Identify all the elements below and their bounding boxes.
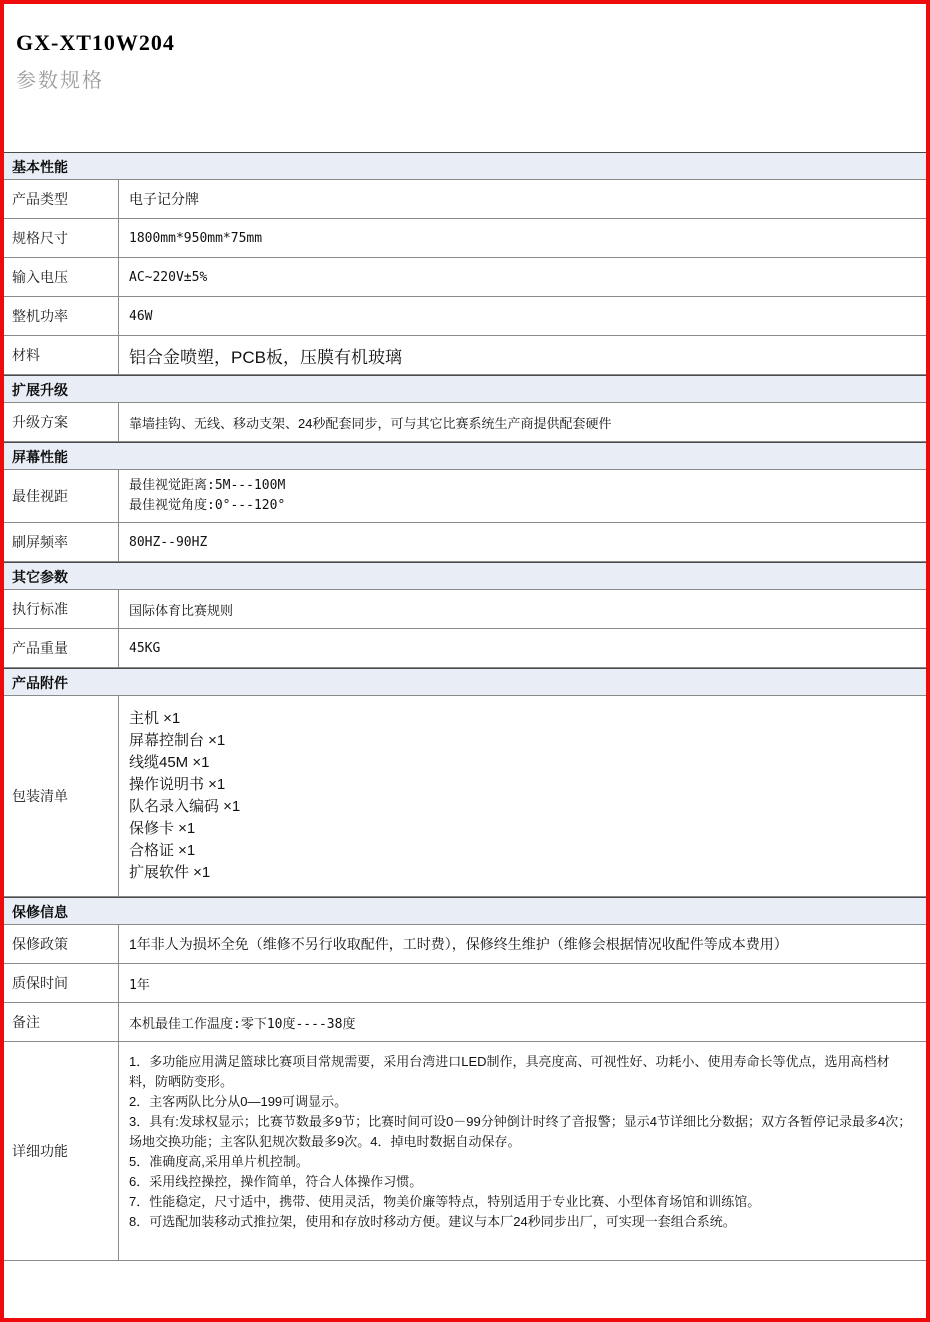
section-header: 基本性能 <box>4 152 926 180</box>
spec-value: 1年非人为损坏全免（维修不另行收取配件，工时费），保修终生维护（维修会根据情况收配件等成本费用） <box>129 936 788 952</box>
spec-row <box>4 964 926 1003</box>
spec-label: 最佳视距 <box>4 470 119 522</box>
spec-row <box>4 590 926 629</box>
spec-row <box>4 925 926 964</box>
spec-table <box>4 152 926 1260</box>
spec-value: 铝合金喷塑，PCB板，压膜有机玻璃 <box>129 347 402 367</box>
spec-value: AC~220V±5% <box>129 269 208 285</box>
spec-value <box>119 696 926 896</box>
spec-label: 材料 <box>4 336 119 374</box>
spec-value-line: 主机 ×1 <box>129 710 181 727</box>
page-subtitle: 参数规格 <box>16 70 104 92</box>
spec-value-line: 2．主客两队比分从0—199可调显示。 <box>129 1094 348 1109</box>
spec-value-line: 队名录入编码 ×1 <box>129 798 241 815</box>
spec-label: 刷屏频率 <box>4 523 119 561</box>
spec-value: 1800mm*950mm*75mm <box>129 230 263 246</box>
spec-value: 靠墙挂钩、无线、移动支架、24秒配套同步，可与其它比赛系统生产商提供配套硬件 <box>129 415 612 431</box>
page-header <box>4 4 926 152</box>
section-header: 扩展升级 <box>4 375 926 403</box>
section-header: 其它参数 <box>4 562 926 590</box>
spec-value-line: 合格证 ×1 <box>129 842 196 859</box>
spec-value-line: 最佳视觉距离:5M---100M <box>129 478 286 493</box>
section-header: 产品附件 <box>4 668 926 696</box>
spec-label: 保修政策 <box>4 925 119 963</box>
empty-footer-row <box>4 1260 926 1290</box>
spec-label: 输入电压 <box>4 258 119 296</box>
spec-value: 国际体育比赛规则 <box>129 602 234 618</box>
spec-value-line: 1．多功能应用满足篮球比赛项目常规需要，采用台湾进口LED制作，具亮度高、可视性好、功耗小、使用寿命长等优点，选用高档材料，防晒防变形。 <box>129 1054 890 1089</box>
spec-value <box>119 1042 926 1260</box>
spec-row <box>4 219 926 258</box>
spec-row <box>4 696 926 897</box>
spec-row <box>4 297 926 336</box>
spec-row <box>4 629 926 668</box>
section-header: 屏幕性能 <box>4 442 926 470</box>
spec-label: 整机功率 <box>4 297 119 335</box>
spec-label: 产品重量 <box>4 629 119 667</box>
spec-value-line: 扩展软件 ×1 <box>129 864 211 881</box>
spec-label: 产品类型 <box>4 180 119 218</box>
spec-row <box>4 1003 926 1042</box>
spec-value-line: 8．可选配加装移动式推拉架，使用和存放时移动方便。建议与本厂24秒同步出厂，可实现一套组合系统。 <box>129 1214 736 1229</box>
spec-label: 执行标准 <box>4 590 119 628</box>
spec-value: 45KG <box>129 640 161 656</box>
spec-row <box>4 258 926 297</box>
spec-value-line: 线缆45M ×1 <box>129 754 210 771</box>
spec-value-line: 3．具有:发球权显示；比赛节数最多9节；比赛时间可设0－99分钟倒计时终了音报警；显示4节详细比分数据；双方各暂停记录最多4次；场地交换功能；主客队犯规次数最多9次。4．掉电时数据自动保存。 <box>129 1114 912 1149</box>
spec-row <box>4 403 926 442</box>
spec-value-line: 5．准确度高,采用单片机控制。 <box>129 1154 309 1169</box>
spec-value-line: 7．性能稳定，尺寸适中，携带、使用灵活，物美价廉等特点，特别适用于专业比赛、小型体育场馆和训练馆。 <box>129 1194 761 1209</box>
spec-value-line: 6．采用线控操控，操作简单，符合人体操作习惯。 <box>129 1174 423 1189</box>
spec-label: 备注 <box>4 1003 119 1041</box>
spec-value: 本机最佳工作温度:零下10度----38度 <box>129 1016 356 1032</box>
spec-label: 质保时间 <box>4 964 119 1002</box>
spec-value-line: 最佳视觉角度:0°---120° <box>129 498 286 513</box>
spec-row <box>4 336 926 375</box>
spec-label: 包装清单 <box>4 696 119 896</box>
spec-value <box>119 470 926 522</box>
section-header: 保修信息 <box>4 897 926 925</box>
spec-row <box>4 1042 926 1260</box>
spec-row <box>4 523 926 562</box>
spec-value: 1年 <box>129 977 150 993</box>
spec-value: 46W <box>129 308 153 324</box>
spec-row <box>4 470 926 523</box>
spec-value: 80HZ--90HZ <box>129 534 208 550</box>
spec-value-line: 屏幕控制台 ×1 <box>129 732 226 749</box>
spec-label: 升级方案 <box>4 403 119 441</box>
product-model-title: GX-XT10W204 <box>16 30 175 55</box>
spec-value-line: 保修卡 ×1 <box>129 820 196 837</box>
spec-value: 电子记分牌 <box>129 191 199 207</box>
spec-value-line: 操作说明书 ×1 <box>129 776 226 793</box>
spec-label: 规格尺寸 <box>4 219 119 257</box>
spec-label: 详细功能 <box>4 1042 119 1260</box>
spec-row <box>4 180 926 219</box>
